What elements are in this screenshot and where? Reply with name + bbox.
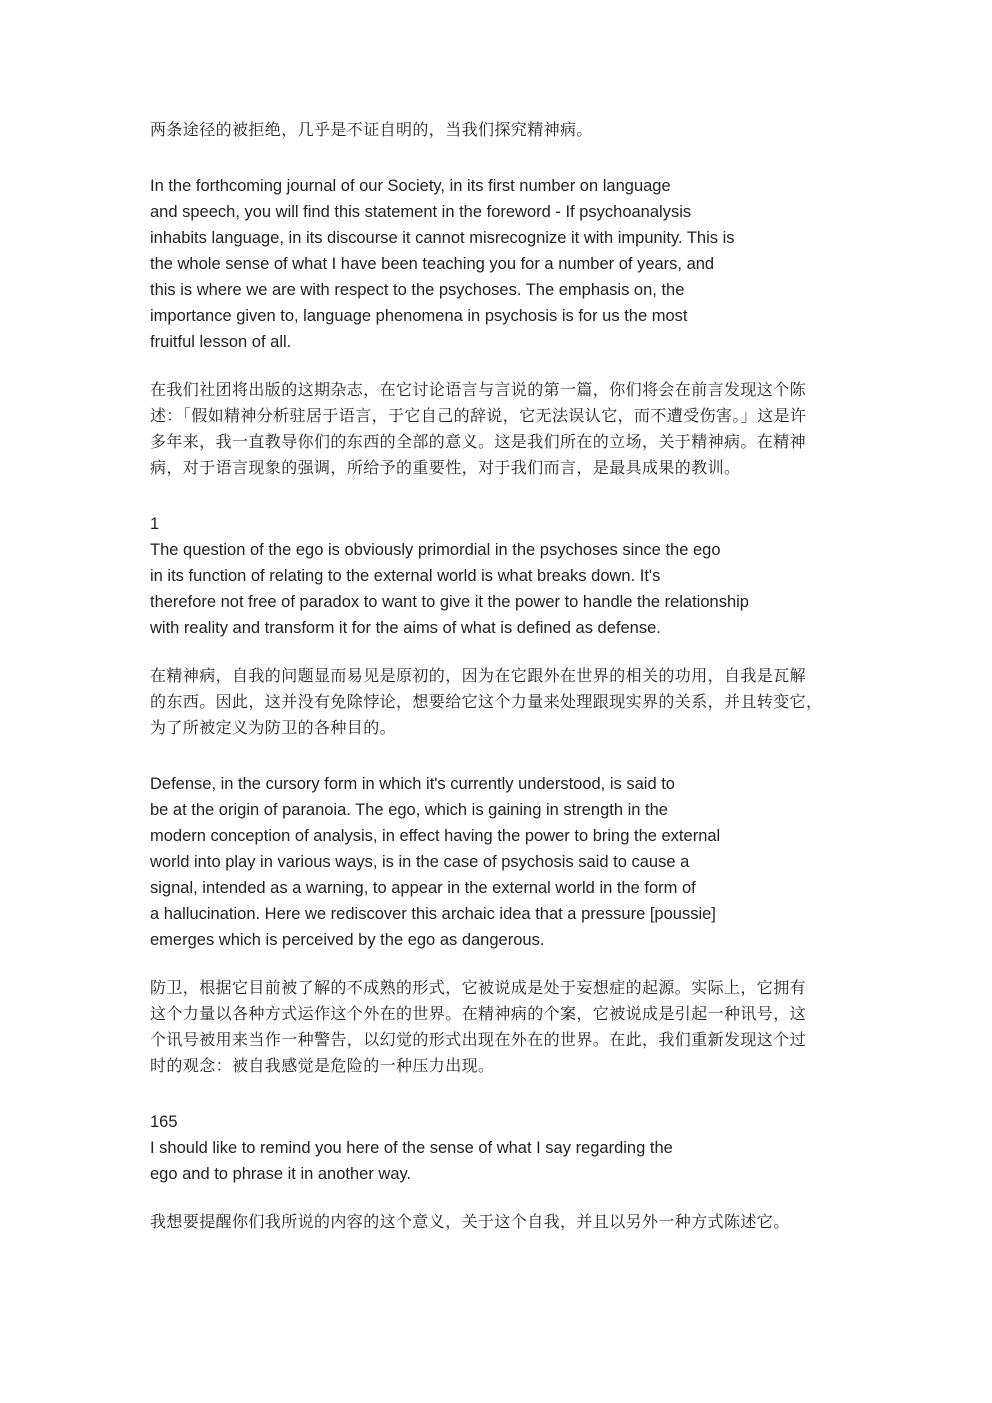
text-line: 的东西。因此，这并没有免除悖论，想要给它这个力量来处理跟现实界的关系，并且转变它， bbox=[150, 692, 823, 711]
text-line: I should like to remind you here of the sense of what I say regarding the bbox=[150, 1139, 673, 1157]
text-line: The question of the ego is obviously primordial in the psychoses since the ego bbox=[150, 541, 721, 559]
paragraph-en-1 bbox=[150, 173, 735, 355]
text-line: ego and to phrase it in another way. bbox=[150, 1165, 412, 1183]
paragraph-en-3 bbox=[150, 771, 720, 953]
text-line: 为了所被定义为防卫的各种目的。 bbox=[150, 718, 397, 737]
text-line: emerges which is perceived by the ego as dangerous. bbox=[150, 931, 545, 949]
text-line: 时的观念：被自我感觉是危险的一种压力出现。 bbox=[150, 1056, 495, 1075]
paragraph-zh-1 bbox=[150, 117, 593, 143]
text-line: in its function of relating to the external world is what breaks down. It's bbox=[150, 567, 661, 585]
text-line: 在精神病，自我的问题显而易见是原初的，因为在它跟外在世界的相关的功用，自我是瓦解 bbox=[150, 666, 807, 685]
paragraph-en-4 bbox=[150, 1109, 673, 1187]
text-line: with reality and transform it for the aims of what is defined as defense. bbox=[150, 619, 661, 637]
text-line: Defense, in the cursory form in which it's currently understood, is said to bbox=[150, 775, 675, 793]
text-line: In the forthcoming journal of our Society, in its first number on language bbox=[150, 177, 671, 195]
text-line: 个讯号被用来当作一种警告，以幻觉的形式出现在外在的世界。在此，我们重新发现这个过 bbox=[150, 1030, 807, 1049]
text-line: therefore not free of paradox to want to give it the power to handle the relationship bbox=[150, 593, 749, 611]
text-line: the whole sense of what I have been teaching you for a number of years, and bbox=[150, 255, 715, 273]
text-line: 两条途径的被拒绝，几乎是不证自明的，当我们探究精神病。 bbox=[150, 120, 593, 139]
text-line: be at the origin of paranoia. The ego, which is gaining in strength in the bbox=[150, 801, 668, 819]
paragraph-zh-2 bbox=[150, 377, 806, 481]
page-number-marker: 165 bbox=[150, 1113, 178, 1131]
text-line: 我想要提醒你们我所说的内容的这个意义，关于这个自我，并且以另外一种方式陈述它。 bbox=[150, 1212, 790, 1231]
text-line: 病，对于语言现象的强调，所给予的重要性，对于我们而言，是最具成果的教训。 bbox=[150, 458, 741, 477]
text-line: 述：「假如精神分析驻居于语言，于它自己的辞说，它无法误认它，而不遭受伤害。」这是许 bbox=[150, 406, 807, 425]
text-line: fruitful lesson of all. bbox=[150, 333, 292, 351]
paragraph-zh-3 bbox=[150, 663, 822, 741]
text-line: signal, intended as a warning, to appear in the external world in the form of bbox=[150, 879, 696, 897]
text-line: world into play in various ways, is in the case of psychosis said to cause a bbox=[150, 853, 690, 871]
text-line: a hallucination. Here we rediscover this archaic idea that a pressure [poussie] bbox=[150, 905, 716, 923]
text-line: 在我们社团将出版的这期杂志，在它讨论语言与言说的第一篇，你们将会在前言发现这个陈 bbox=[150, 380, 807, 399]
text-line: 防卫，根据它目前被了解的不成熟的形式，它被说成是处于妄想症的起源。实际上，它拥有 bbox=[150, 978, 807, 997]
paragraph-en-2 bbox=[150, 511, 749, 641]
text-line: 多年来，我一直教导你们的东西的全部的意义。这是我们所在的立场，关于精神病。在精神 bbox=[150, 432, 807, 451]
text-line: inhabits language, in its discourse it cannot misrecognize it with impunity. This is bbox=[150, 229, 735, 247]
text-line: importance given to, language phenomena in psychosis is for us the most bbox=[150, 307, 688, 325]
paragraph-zh-5 bbox=[150, 1209, 790, 1235]
text-line: 这个力量以各种方式运作这个外在的世界。在精神病的个案，它被说成是引起一种讯号，这 bbox=[150, 1004, 807, 1023]
paragraph-zh-4 bbox=[150, 975, 806, 1079]
page-number-marker: 1 bbox=[150, 515, 160, 533]
text-line: and speech, you will find this statement in the foreword - If psychoanalysis bbox=[150, 203, 692, 221]
text-line: this is where we are with respect to the psychoses. The emphasis on, the bbox=[150, 281, 685, 299]
text-line: modern conception of analysis, in effect having the power to bring the external bbox=[150, 827, 721, 845]
